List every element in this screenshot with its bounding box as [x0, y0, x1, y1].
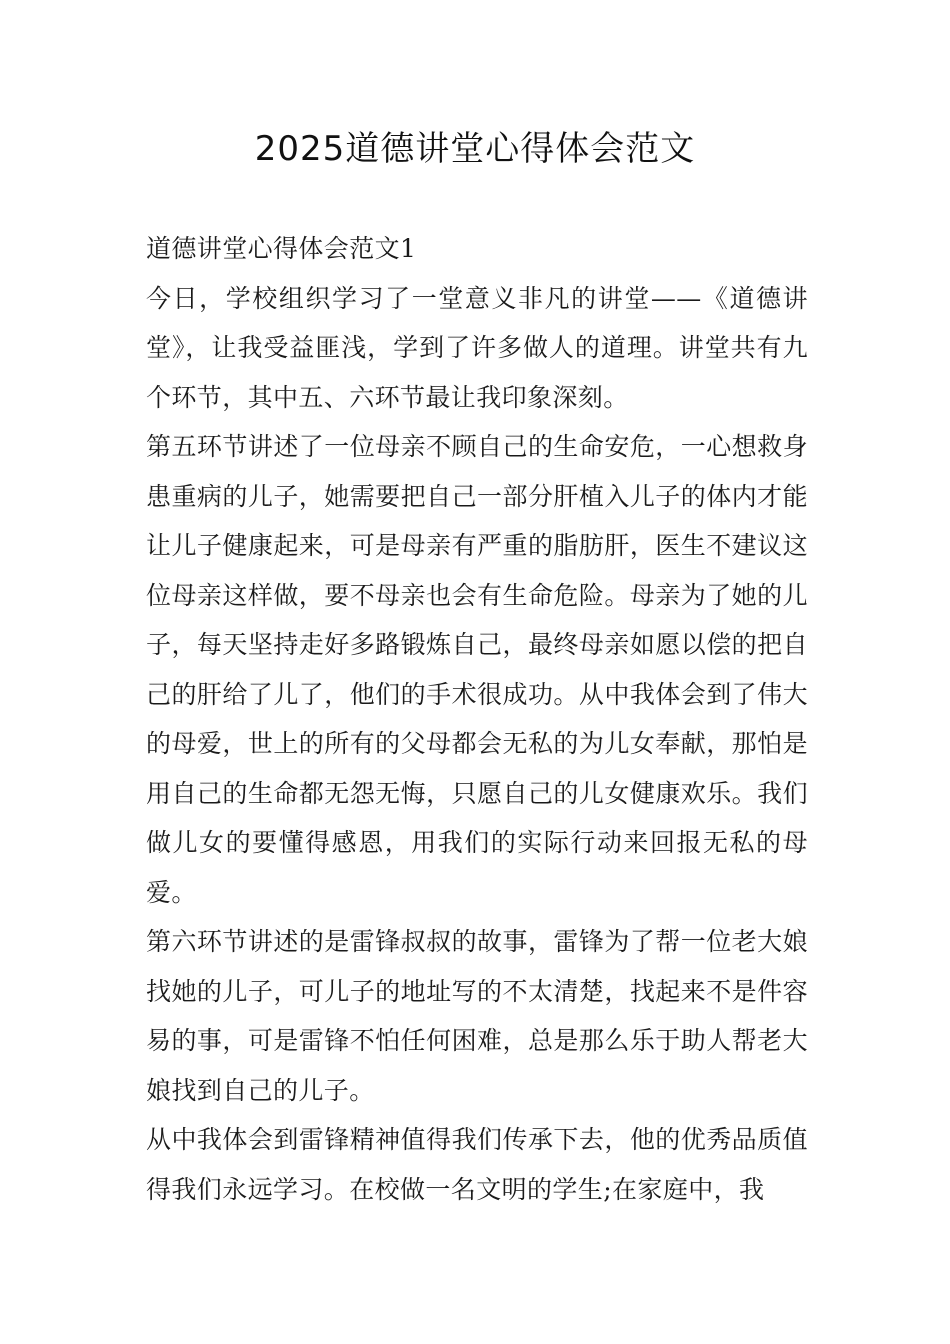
- paragraph-sixth-section: 第六环节讲述的是雷锋叔叔的故事，雷锋为了帮一位老大娘找她的儿子，可儿子的地址写的不太清楚，找起来不是件容易的事，可是雷锋不怕任何困难，总是那么乐于助人帮老大娘找到自己的儿子。: [146, 927, 808, 1105]
- section-heading: 道德讲堂心得体会范文1: [146, 234, 417, 263]
- paragraph-intro: 今日，学校组织学习了一堂意义非凡的讲堂——《道德讲堂》，让我受益匪浅，学到了许多做人的道理。讲堂共有九个环节，其中五、六环节最让我印象深刻。: [146, 283, 808, 412]
- paragraph-reflection: 从中我体会到雷锋精神值得我们传承下去，他的优秀品质值得我们永远学习。在校做一名文明的学生;在家庭中，我: [146, 1125, 808, 1204]
- document-body: [146, 224, 808, 1214]
- paragraph-fifth-section: 第五环节讲述了一位母亲不顾自己的生命安危，一心想救身患重病的儿子，她需要把自己一部分肝植入儿子的体内才能让儿子健康起来，可是母亲有严重的脂肪肝，医生不建议这位母亲这样做，要不母亲也会有生命危险。母亲为了她的儿子，每天坚持走好多路锻炼自己，最终母亲如愿以偿的把自己的肝给了儿了，他们的手术很成功。从中我体会到了伟大的母爱，世上的所有的父母都会无私的为儿女奉献，那怕是用自己的生命都无怨无悔，只愿自己的儿女健康欢乐。我们做儿女的要懂得感恩，用我们的实际行动来回报无私的母爱。: [146, 432, 808, 907]
- document-title: 2025道德讲堂心得体会范文: [254, 129, 696, 169]
